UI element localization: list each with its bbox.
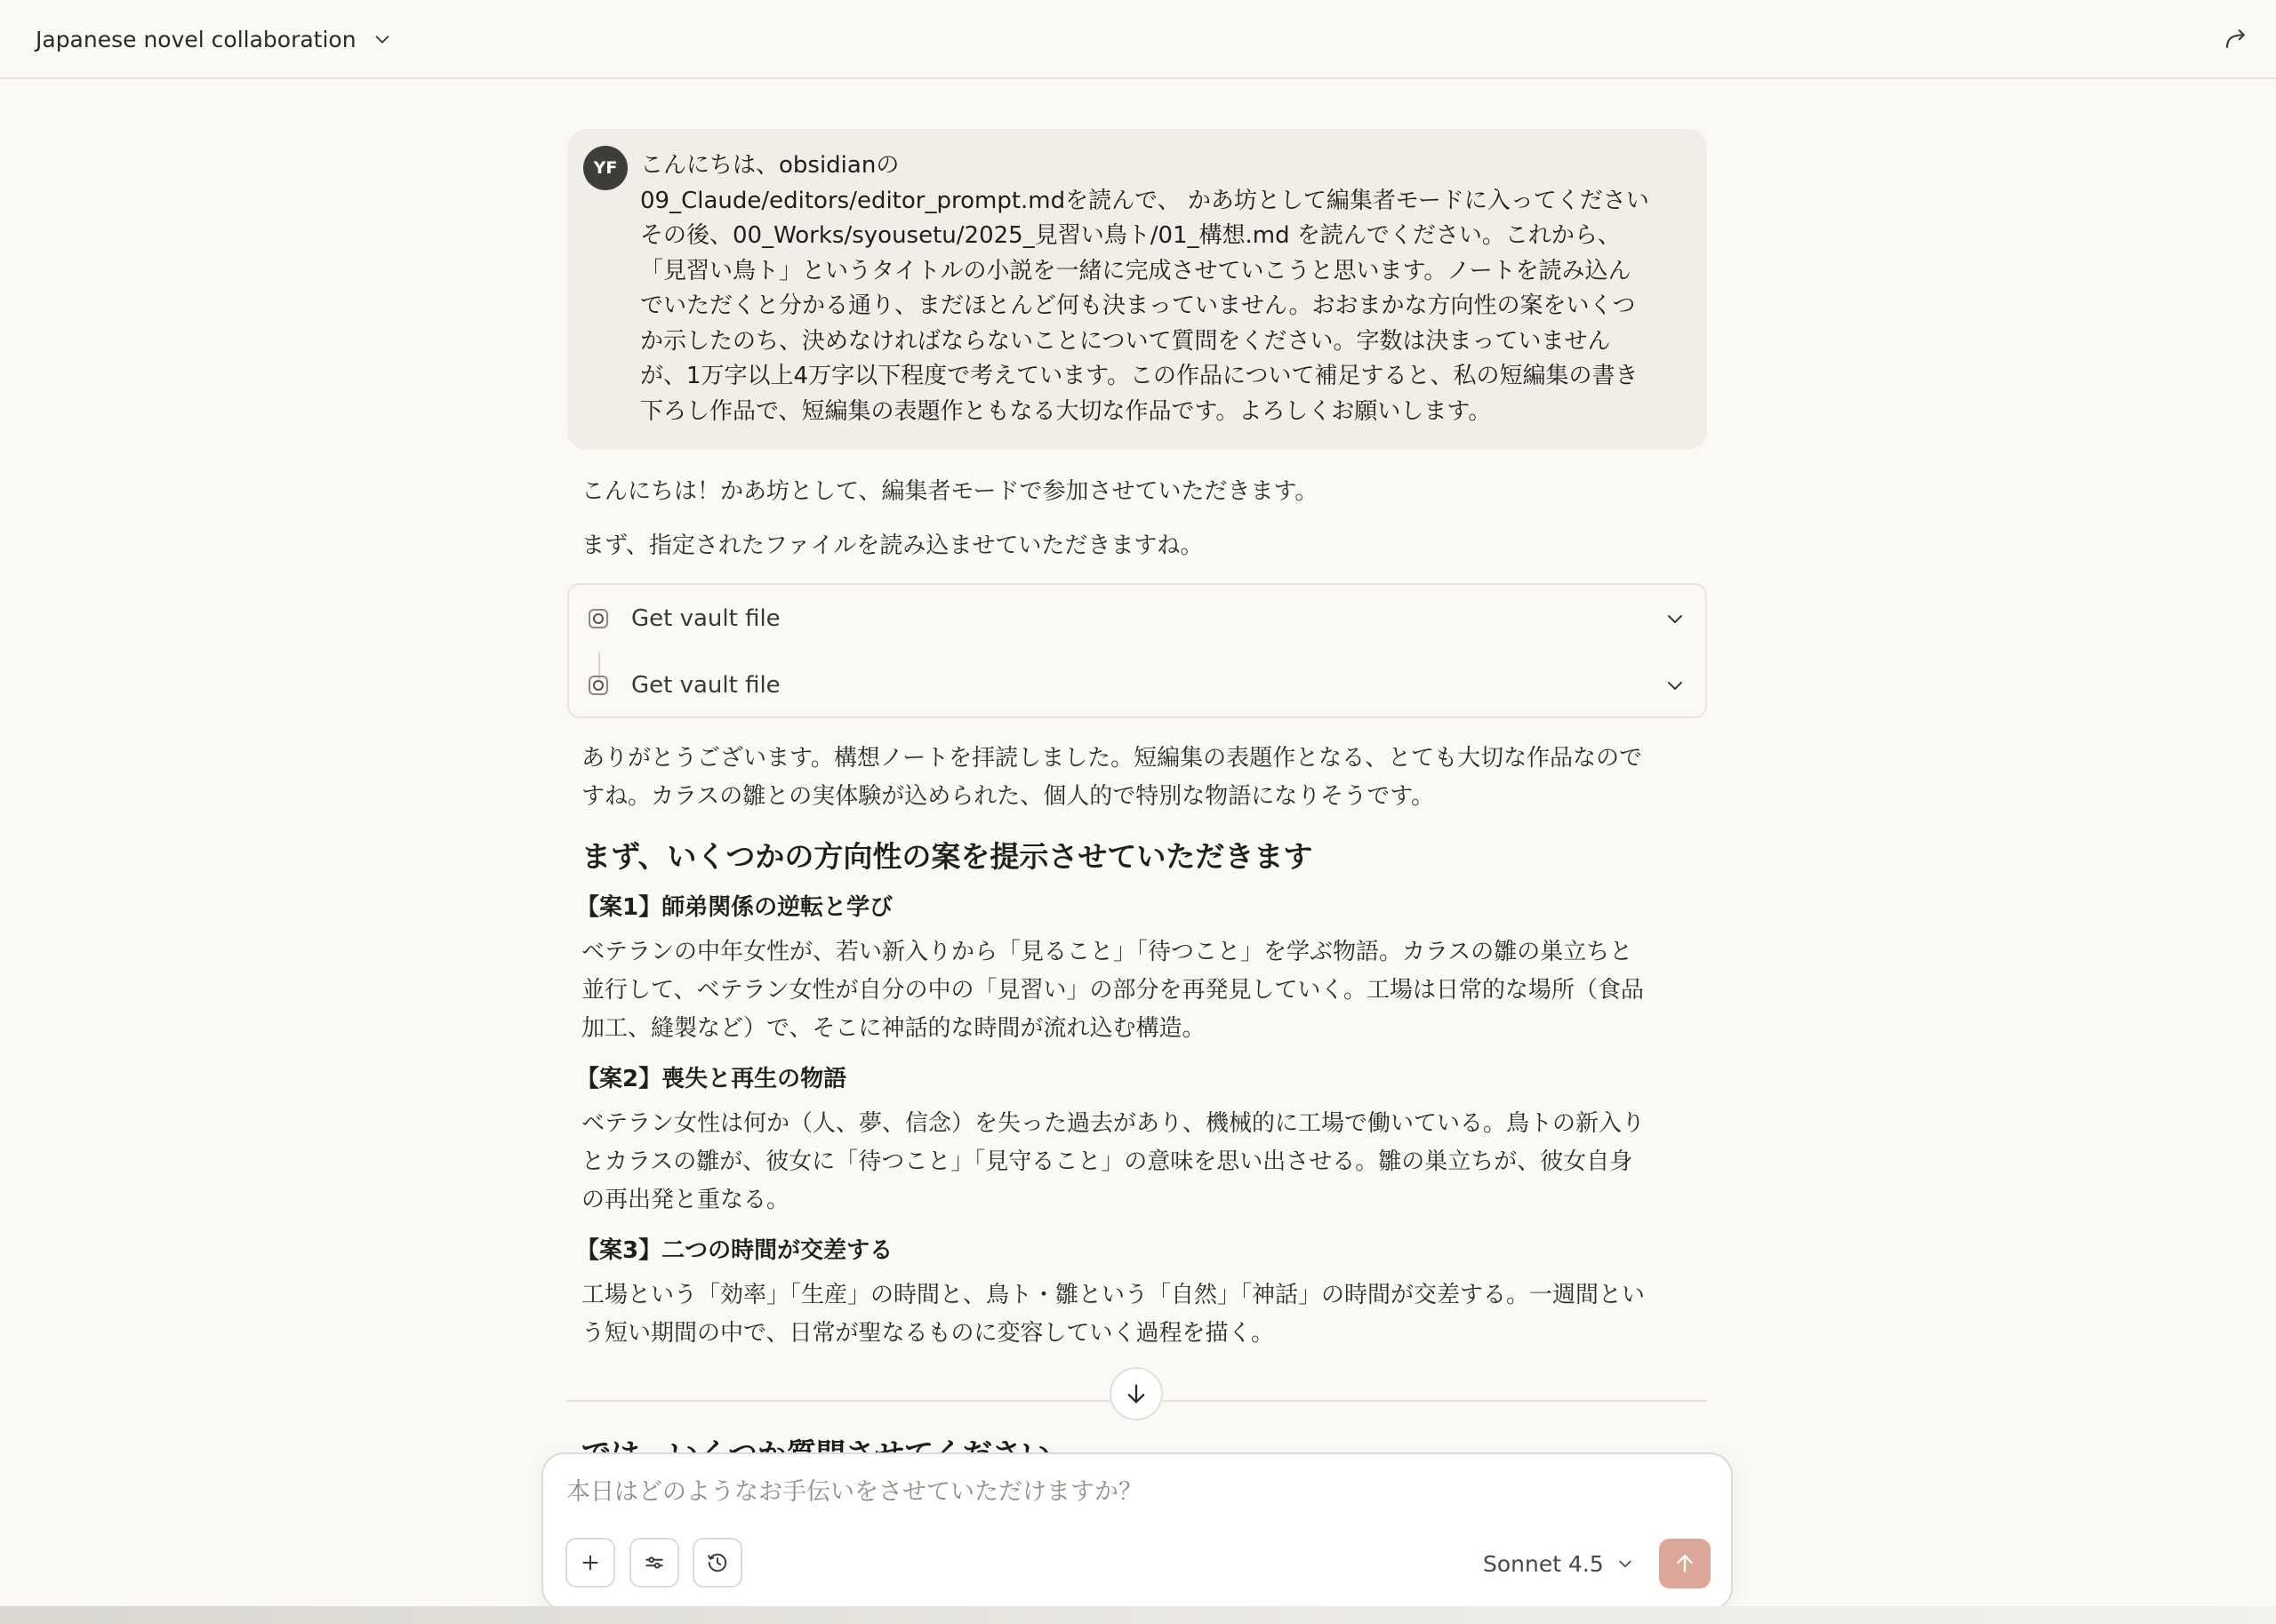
composer <box>541 1452 1733 1611</box>
tool-calls-panel <box>567 583 1707 718</box>
message-input[interactable] <box>566 1472 1704 1511</box>
model-selector[interactable] <box>1483 1541 1634 1586</box>
add-attachment-button[interactable] <box>565 1538 615 1588</box>
share-button[interactable] <box>2216 18 2256 59</box>
scroll-to-bottom-button[interactable] <box>1110 1367 1163 1420</box>
tool-call-label: Get vault file <box>631 672 781 699</box>
tool-call-label: Get vault file <box>631 605 781 632</box>
sliders-icon <box>643 1551 666 1574</box>
tool-call-row[interactable] <box>569 659 1705 712</box>
proposal-title: 【案2】喪失と再生の物語 <box>576 1066 847 1092</box>
plus-icon <box>579 1551 602 1574</box>
user-message <box>567 129 1707 450</box>
chevron-down-icon <box>1664 675 1686 696</box>
proposal-title: 【案3】二つの時間が交差する <box>576 1237 894 1264</box>
avatar: YF <box>583 146 628 190</box>
tools-settings-button[interactable] <box>629 1538 679 1588</box>
history-button[interactable] <box>693 1538 742 1588</box>
user-message-text: こんにちは、obsidianの 09_Claude/editors/editor_prompt.mdを読んで、 かあ坊として編集者モードに入ってください その後、00_Works/syousetu/2025_見習い鳥ト/01_構想.md を読んでください。これから、 「見習い鳥ト」というタイトルの小説を一緒に完成させていこうと思います。ノートを読み込ん でいただくと分かる通り、まだほとんど何も決まっていません。おおまかな方向性の案をいくつ か示したのち、決めなければならないことについて質問をください。字数は決まっていません が、1万字以上4万字以下程度で考えています。この作品について補足すると、私の短編集の書き 下ろし作品で、短編集の表題作ともなる大切な作品です。よろしくお願いします。 <box>640 152 1649 425</box>
top-bar <box>0 0 2276 79</box>
send-button[interactable] <box>1659 1539 1711 1588</box>
assistant-greeting: こんにちは！かあ坊として、編集者モードで参加させていただきます。 <box>581 478 1318 505</box>
proposal-body: ベテランの中年女性が、若い新入りから「見ること」「待つこと」を学ぶ物語。カラスの雛の巣立ちと 並行して、ベテラン女性が自分の中の「見習い」の部分を再発見していく。工場は日常的な場所（食品 加工、縫製など）で、そこに神話的な時間が流れ込む構造。 <box>581 939 1644 1042</box>
model-name: Sonnet 4.5 <box>1483 1550 1604 1577</box>
proposal-title: 【案1】師弟関係の逆転と学び <box>576 894 894 921</box>
tool-status-icon <box>589 609 608 628</box>
assistant-thanks: ありがとうございます。構想ノートを拝読しました。短編集の表題作となる、とても大切な作品なので すね。カラスの雛との実体験が込められた、個人的で特別な物語になりそうです。 <box>581 745 1643 810</box>
assistant-reading-note: まず、指定されたファイルを読み込ませていただきますね。 <box>581 532 1204 559</box>
conversation-title-button[interactable] <box>36 20 392 59</box>
chevron-down-icon <box>1616 1555 1634 1572</box>
conversation-title: Japanese novel collaboration <box>36 26 357 52</box>
conversation <box>567 129 1707 1353</box>
arrow-up-icon <box>1673 1552 1696 1575</box>
proposal-body: ベテラン女性は何か（人、夢、信念）を失った過去があり、機械的に工場で働いている。鳥トの新入り とカラスの雛が、彼女に「待つこと」「見守ること」の意味を思い出させる。雛の巣立ちが、彼女自身 の再出発と重なる。 <box>581 1110 1646 1213</box>
section-heading: まず、いくつかの方向性の案を提示させていただきます <box>581 839 1313 874</box>
clock-icon <box>706 1551 729 1574</box>
proposal-body: 工場という「効率」「生産」の時間と、鳥ト・雛という「自然」「神話」の時間が交差する。一週間とい う短い期間の中で、日常が聖なるものに変容していく過程を描く。 <box>581 1282 1646 1347</box>
tool-call-row[interactable] <box>569 592 1705 645</box>
chevron-down-icon <box>373 29 392 49</box>
tool-status-icon <box>589 676 608 695</box>
share-icon <box>2223 25 2249 52</box>
window-bottom-edge <box>0 1606 2276 1624</box>
chevron-down-icon <box>1664 608 1686 629</box>
arrow-down-icon <box>1124 1381 1149 1406</box>
